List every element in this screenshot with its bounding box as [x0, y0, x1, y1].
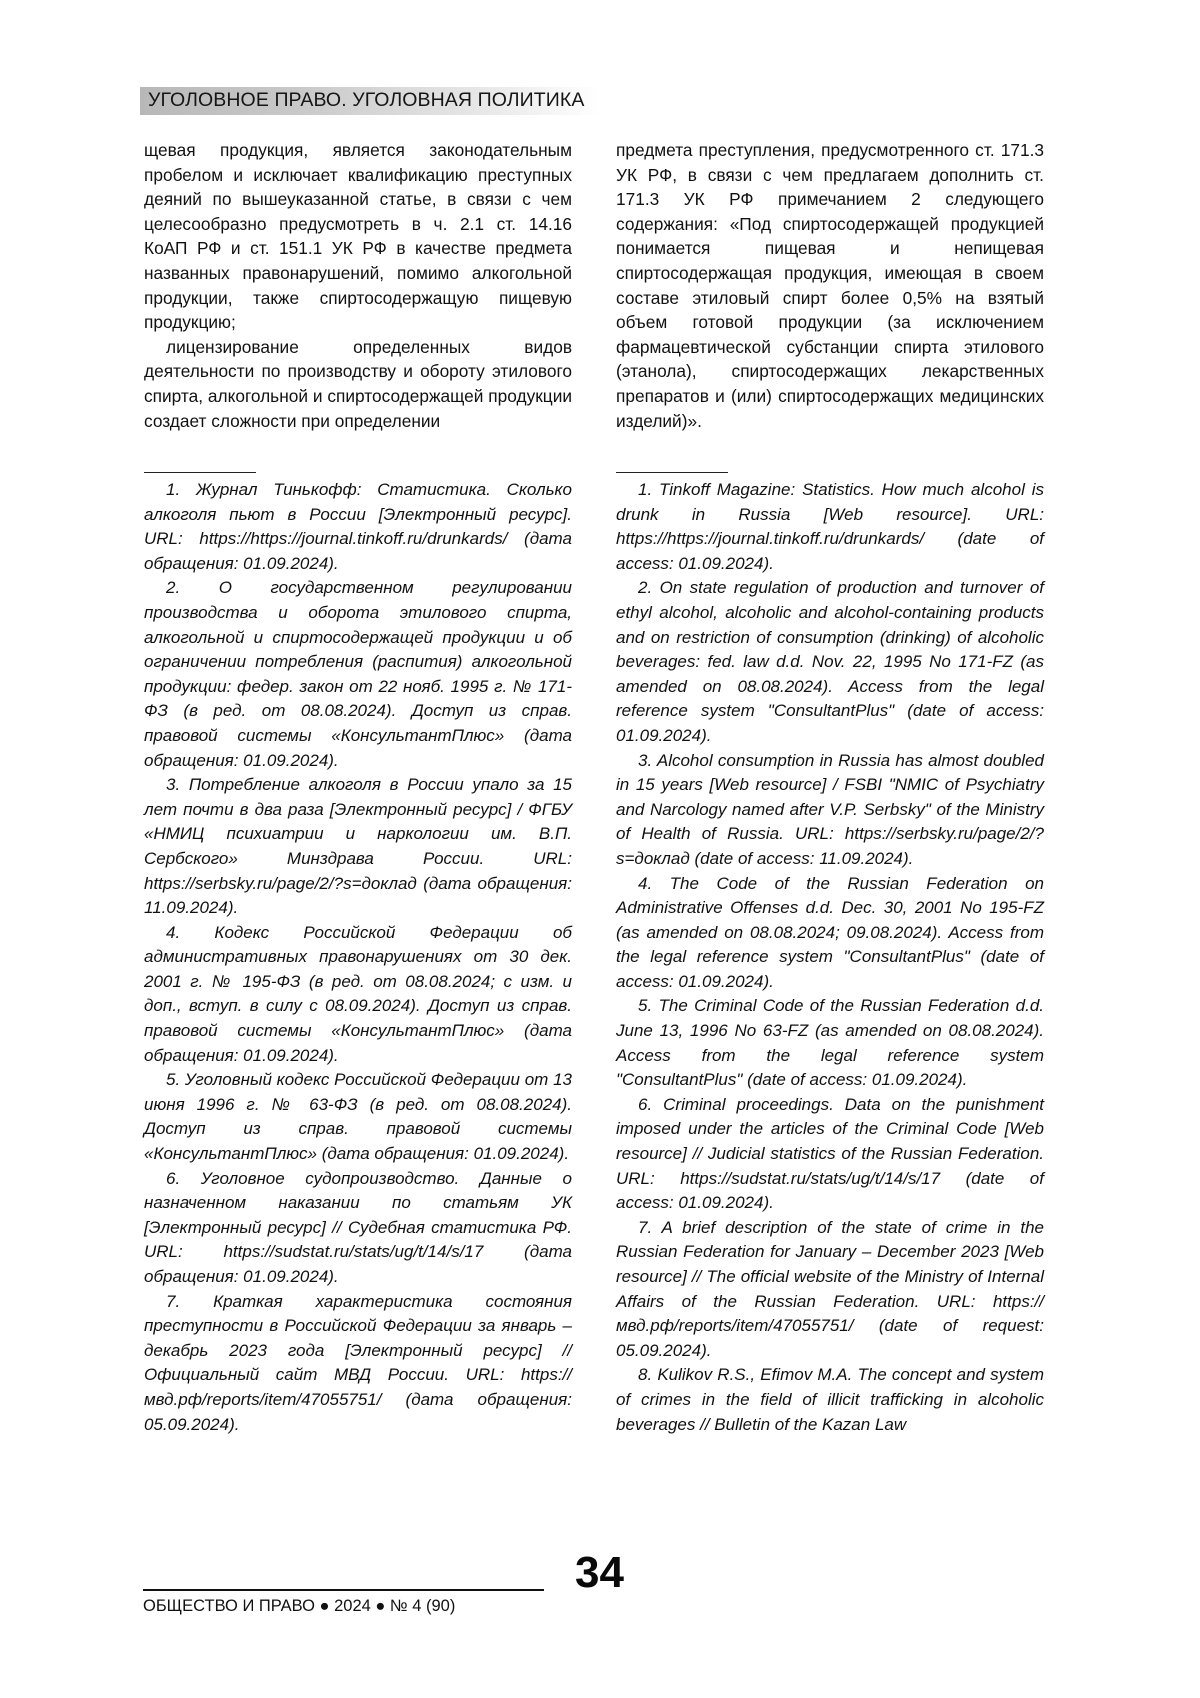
footnote-separator-left: [144, 472, 256, 473]
footnote-separator-right: [616, 472, 728, 473]
body-paragraph: щевая продукция, является законодательным пробелом и исключает квалификацию преступных деяний по вышеуказанной статье, в связи с чем целесообразно предусмотреть в ч. 2.1 ст. 14.16 КоАП РФ и ст. 151.1 УК РФ в качестве предмета названных правонарушений, помимо алкогольной продукции, также спиртосодержащую пищевую продукцию;: [144, 140, 572, 333]
footnote-item: 7. A brief description of the state of crime in the Russian Federation for January – December 2023 [Web resource] // The official website of the Ministry of Internal Affairs of the Russian Federation. URL: https://мвд.рф/reports/item/47055751/ (date of request: 05.09.2024).: [616, 1217, 1044, 1360]
body-paragraph: лицензирование определенных видов деятельности по производству и обороту этилового спирта, алкогольной и спиртосодержащей продукции создает сложности при определении: [144, 336, 572, 431]
body-column-left: [144, 138, 572, 433]
footnote-item: 4. Кодекс Российской Федерации об административных правонарушениях от 30 дек. 2001 г. № 195-ФЗ (в ред. от 08.08.2024; с изм. и доп., вступ. в силу с 08.09.2024). Доступ из справ. правовой системы «КонсультантПлюс» (дата обращения: 01.09.2024).: [144, 922, 572, 1065]
footnote-item: 7. Краткая характеристика состояния преступности в Российской Федерации за январь – декабрь 2023 года [Электронный ресурс] // Официальный сайт МВД России. URL: https://мвд.рф/reports/item/47055751/ (дата обращения: 05.09.2024).: [144, 1291, 572, 1434]
footnote-item: 1. Журнал Тинькофф: Статистика. Сколько алкоголя пьют в России [Электронный ресурс]. URL: https://https://journal.tinkoff.ru/drunkards/ (дата обращения: 01.09.2024).: [144, 480, 572, 573]
footnote-item: 8. Kulikov R.S., Efimov M.A. The concept and system of crimes in the field of illicit trafficking in alcoholic beverages // Bulletin of the Kazan Law: [616, 1365, 1044, 1434]
footnote-item: 5. The Criminal Code of the Russian Federation d.d. June 13, 1996 No 63-FZ (as amended on 08.08.2024). Access from the legal reference system "ConsultantPlus" (date of access: 01.09.2024).: [616, 996, 1044, 1090]
page-number: 34: [575, 1548, 624, 1597]
footnote-item: 2. О государственном регулировании производства и оборота этилового спирта, алкогольной и спиртосодержащей продукции и об ограничении потребления (распития) алкогольной продукции: федер. закон от 22 нояб. 1995 г. № 171-ФЗ (в ред. от 08.08.2024). Доступ из справ. правовой системы «КонсультантПлюс» (дата обращения: 01.09.2024).: [144, 578, 572, 770]
footnote-item: 6. Уголовное судопроизводство. Данные о назначенном наказании по статьям УК [Электронный ресурс] // Судебная статистика РФ. URL: https://sudstat.ru/stats/ug/t/14/s/17 (дата обращения: 01.09.2024).: [144, 1168, 572, 1286]
footnote-item: 4. The Code of the Russian Federation on Administrative Offenses d.d. Dec. 30, 2001 No 195-FZ (as amended on 08.08.2024; 09.08.2024). Access from the legal reference system "ConsultantPlus" (date of access: 01.09.2024).: [616, 873, 1044, 991]
body-paragraph: предмета преступления, предусмотренного ст. 171.3 УК РФ, в связи с чем предлагаем дополнить ст. 171.3 УК РФ примечанием 2 следующего содержания: «Под спиртосодержащей продукцией понимается пищевая и непищевая спиртосодержащая продукция, имеющая в своем составе этиловый спирт более 0,5% на взятый объем готовой продукции (за исключением фармацевтической субстанции спирта этилового (этанола), спиртосодержащих лекарственных препаратов и (или) спиртосодержащих медицинских изделий)».: [616, 140, 1044, 431]
section-title: УГОЛОВНОЕ ПРАВО. УГОЛОВНАЯ ПОЛИТИКА: [148, 89, 585, 111]
journal-issue-line: ОБЩЕСТВО И ПРАВО ● 2024 ● № 4 (90): [143, 1597, 456, 1615]
footnote-item: 3. Потребление алкоголя в России упало за 15 лет почти в два раза [Электронный ресурс] / ФГБУ «НМИЦ психиатрии и наркологии им. В.П. Сербского» Минздрава России. URL: https://serbsky.ru/page/2/?s=доклад (дата обращения: 11.09.2024).: [144, 775, 572, 918]
footer-rule: [143, 1589, 544, 1591]
footnote-item: 1. Tinkoff Magazine: Statistics. How much alcohol is drunk in Russia [Web resource]. URL: https://https://journal.tinkoff.ru/drunkards/ (date of access: 01.09.2024).: [616, 480, 1044, 573]
footnote-item: 5. Уголовный кодекс Российской Федерации от 13 июня 1996 г. № 63-ФЗ (в ред. от 08.08.2024). Доступ из справ. правовой системы «КонсультантПлюс» (дата обращения: 01.09.2024).: [144, 1070, 572, 1164]
footnote-item: 2. On state regulation of production and turnover of ethyl alcohol, alcoholic and alcohol-containing products and on restriction of consumption (drinking) of alcoholic beverages: fed. law d.d. Nov. 22, 1995 No 171-FZ (as amended on 08.08.2024). Access from the legal reference system "ConsultantPlus" (date of access: 01.09.2024).: [616, 578, 1044, 745]
footnotes-russian: [144, 478, 572, 1437]
footnote-item: 6. Criminal proceedings. Data on the punishment imposed under the articles of the Criminal Code [Web resource] // Judicial statistics of the Russian Federation. URL: https://sudstat.ru/stats/ug/t/14/s/17 (date of access: 01.09.2024).: [616, 1094, 1044, 1213]
footnote-item: 3. Alcohol consumption in Russia has almost doubled in 15 years [Web resource] / FSBI "NMIC of Psychiatry and Narcology named after V.P. Serbsky" of the Ministry of Health of Russia. URL: https://serbsky.ru/page/2/?s=доклад (date of access: 11.09.2024).: [616, 750, 1044, 868]
body-column-right: [616, 138, 1044, 433]
footnotes-english: [616, 478, 1044, 1437]
